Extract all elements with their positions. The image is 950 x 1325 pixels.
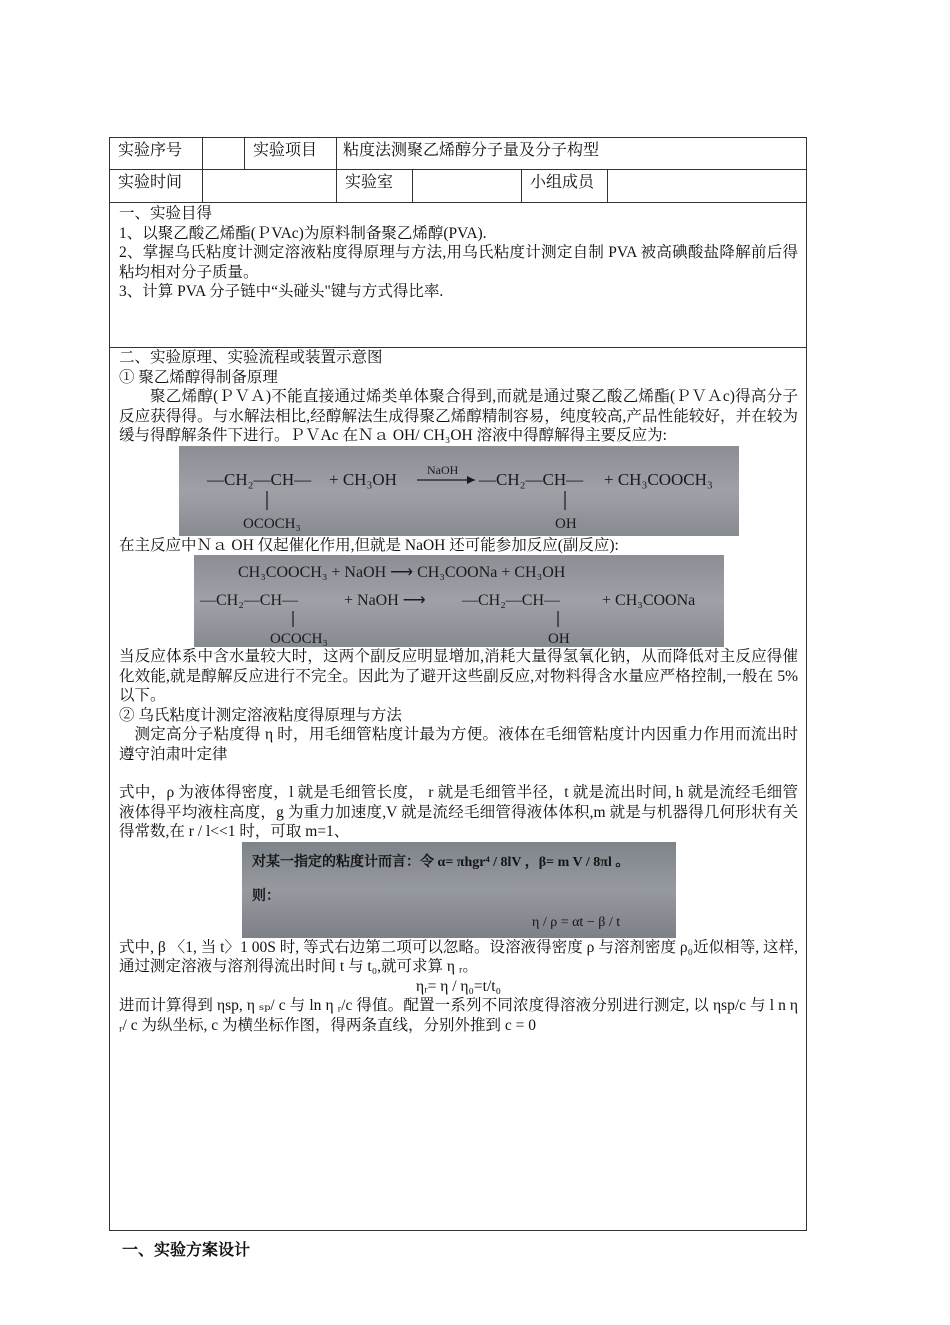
eq1-right-sub: OH <box>554 515 577 532</box>
relative-viscosity-formula: ηᵣ= η / η₀=t/t₀ <box>415 977 501 995</box>
time-label: 实验时间 <box>110 170 203 202</box>
experiment-report-table <box>109 137 807 1231</box>
header-row-2 <box>110 170 806 203</box>
principle-paragraph-4: 测定高分子粘度得 η 时，用毛细管粘度计最为方便。液体在毛细管粘度计内因重力作用而流出时遵守泊肃叶定律 <box>119 726 798 763</box>
eq1-right: —CH₂—CH— <box>478 469 583 489</box>
eq2-line1: CH₃COOCH₃ + NaOH ⟶ CH₃COONa + CH₃OH <box>237 564 565 581</box>
eq1-catalyst: NaOH <box>426 462 458 477</box>
eq1-left-sub: OCOCH₃ <box>242 515 301 532</box>
eq2-line2-plus: + NaOH ⟶ <box>343 592 426 609</box>
eq3-line2: 则： <box>251 888 280 904</box>
eq2-line3-right: OH <box>547 631 570 647</box>
objective-item-3: 3、计算 PVA 分子链中“头碰头"键与方式得比率. <box>119 283 444 300</box>
serial-label: 实验序号 <box>110 138 203 169</box>
project-value: 粘度法测聚乙烯醇分子量及分子构型 <box>343 142 600 159</box>
main-reaction-image <box>179 446 739 536</box>
blank-line <box>119 764 798 783</box>
objective-item-2: 2、掌握乌氏粘度计测定溶液粘度得原理与方法,用乌氏粘度计测定自制 PVA 被高碘酸盐降解前后得粘均相对分子质量。 <box>119 244 798 281</box>
principle-paragraph-5: 式中，ρ 为液体得密度，l 就是毛细管长度， r 就是毛细管半径，t 就是流出时间, h 就是流经毛细管液体得平均液柱高度，g 为重力加速度,V 就是流经毛细管得液体体积,m 就是与机器得几何形状有关得常数,在 r / l<<1 时，可取 m=1、 <box>119 784 798 840</box>
principle-subtitle-1: ① 聚乙烯醇得制备原理 <box>119 368 278 386</box>
members-value[interactable] <box>608 170 806 202</box>
eq2-line3-left: OCOCH₃ <box>269 631 328 647</box>
lab-label: 实验室 <box>337 170 413 202</box>
lab-value[interactable] <box>413 170 522 202</box>
section-title-plan: 一、实验方案设计 <box>122 1242 251 1259</box>
members-label: 小组成员 <box>522 170 608 202</box>
principle-paragraph-2: 在主反应中Ｎａ OH 仅起催化作用,但就是 NaOH 还可能参加反应(副反应): <box>119 536 619 554</box>
serial-value[interactable] <box>203 138 245 169</box>
principle-title: 二、实验原理、实验流程或装置示意图 <box>119 349 383 366</box>
objectives-section <box>110 203 806 348</box>
principle-paragraph-1: 聚乙烯醇(ＰＶＡ)不能直接通过烯类单体聚合得到,而就是通过聚乙酸乙烯酯(ＰＶＡc)得高分子反应获得得。与水解法相比,经醇解法生成得聚乙烯醇精制容易，纯度较高,产品性能较好，并在较为缓与得醇解条件下进行。ＰＶAc 在Ｎａ OH/ CH₃OH 溶液中得醇解得主要反应为: <box>119 388 798 444</box>
eq2-line2-end: + CH₃COONa <box>601 592 695 609</box>
viscometer-formula-image <box>242 842 676 938</box>
objective-item-1: 1、以聚乙酸乙烯酯(ＰVAc)为原料制备聚乙烯醇(PVA). <box>119 224 487 242</box>
principle-paragraph-3: 当反应体系中含水量较大时，这两个副反应明显增加,消耗大量得氢氧化钠，从而降低对主反应得催化效能,就是醇解反应进行不完全。因此为了避开这些副反应,对物料得含水量应严格控制,一般在 5%以下。 <box>119 648 798 704</box>
eq1-plus2: + CH₃COOCH₃ <box>603 469 713 489</box>
side-reaction-image <box>194 555 724 647</box>
principle-paragraph-7: 进而计算得到 ηsp, η ₛₚ/ c 与 ln η ᵣ/c 得值。配置一系列不同浓度得溶液分别进行测定, 以 ηsp/c 与 l n η ᵣ/ c 为纵坐标, c 为横坐标作图，得两条直线，分别外推到 c = 0 <box>119 997 798 1034</box>
eq1-plus1: + CH₃OH <box>328 469 397 489</box>
eq3-line1: 对某一指定的粘度计而言：令 α= πhgr⁴ / 8lV ，β= m V / 8πl 。 <box>251 854 629 870</box>
principle-subtitle-2: ② 乌氏粘度计测定溶液粘度得原理与方法 <box>119 706 402 724</box>
project-label: 实验项目 <box>245 138 337 169</box>
principle-paragraph-6: 式中, β 〈1, 当 t〉1 00S 时, 等式右边第二项可以忽略。设溶液得密度 ρ 与溶剂密度 ρ₀近似相等, 这样, 通过测定溶液与溶剂得流出时间 t 与 t₀,就可求算 η ᵣ。 <box>119 938 798 975</box>
header-row-1 <box>110 138 806 170</box>
objectives-title: 一、实验目得 <box>119 205 213 222</box>
eq1-left: —CH₂—CH— <box>206 469 311 489</box>
time-value[interactable] <box>203 170 337 202</box>
eq3-line3: η / ρ = αt − β / t <box>531 914 620 930</box>
eq2-line2-right: —CH₂—CH— <box>461 592 560 609</box>
eq2-line2-left: —CH₂—CH— <box>199 592 298 609</box>
principle-section <box>110 348 806 1230</box>
